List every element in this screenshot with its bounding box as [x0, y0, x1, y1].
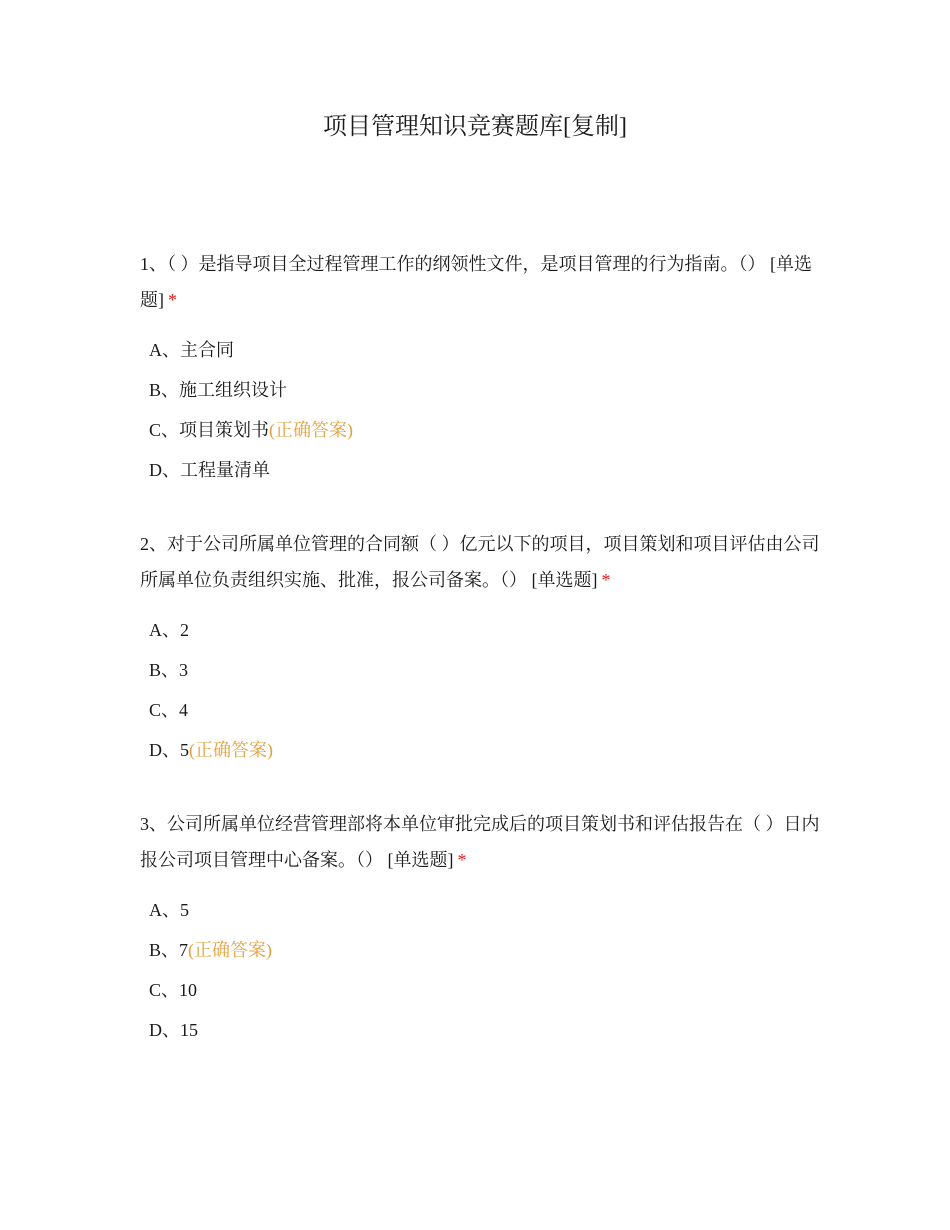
- question-1: [140, 246, 820, 490]
- option-d: [149, 1010, 820, 1050]
- required-star-icon: *: [601, 570, 611, 590]
- question-text: [140, 246, 820, 318]
- question-type-label: [单选题]: [531, 570, 598, 590]
- option-list: [140, 890, 820, 1050]
- option-a: [149, 330, 820, 370]
- option-d: [149, 450, 820, 490]
- correct-answer-tag: (正确答案): [269, 420, 354, 440]
- option-d: [149, 730, 820, 770]
- question-text: [140, 526, 820, 598]
- option-list: [140, 330, 820, 490]
- required-star-icon: *: [168, 290, 177, 310]
- option-c: [149, 970, 820, 1010]
- correct-answer-tag: (正确答案): [189, 740, 273, 760]
- option-list: [140, 610, 820, 770]
- required-star-icon: *: [457, 850, 467, 870]
- question-type-label: [单选题]: [140, 254, 812, 310]
- option-label: C、项目策划书: [149, 420, 270, 440]
- document-title: 项目管理知识竞赛题库[复制]: [323, 114, 627, 140]
- option-label: B、3: [149, 660, 189, 680]
- question-type-label: [单选题]: [387, 850, 454, 870]
- option-label: A、2: [149, 620, 189, 640]
- question-2: [140, 526, 820, 770]
- question-text: [140, 806, 820, 878]
- question-3: [140, 806, 820, 1050]
- option-label: A、主合同: [149, 340, 234, 360]
- option-b: [149, 930, 820, 970]
- option-a: [149, 610, 820, 650]
- option-b: [149, 650, 820, 690]
- option-label: D、15: [149, 1020, 198, 1040]
- question-stem: 3、公司所属单位经营管理部将本单位审批完成后的项目策划书和评估报告在（ ）日内报公司项目管理中心备案。（）: [140, 814, 820, 870]
- option-label: C、10: [149, 980, 198, 1000]
- option-c: [149, 690, 820, 730]
- option-label: A、5: [149, 900, 189, 920]
- option-label: B、7: [149, 940, 189, 960]
- question-stem: 2、对于公司所属单位管理的合同额（ ）亿元以下的项目，项目策划和项目评估由公司所属单位负责组织实施、批准，报公司备案。（）: [140, 534, 820, 590]
- option-c: [149, 410, 820, 450]
- question-stem: 1、（ ）是指导项目全过程管理工作的纲领性文件，是项目管理的行为指南。（）: [140, 254, 766, 274]
- option-a: [149, 890, 820, 930]
- option-label: B、施工组织设计: [149, 380, 288, 400]
- option-label: C、4: [149, 700, 189, 720]
- option-label: D、5: [149, 740, 189, 760]
- option-label: D、工程量清单: [149, 460, 270, 480]
- option-b: [149, 370, 820, 410]
- correct-answer-tag: (正确答案): [188, 940, 273, 960]
